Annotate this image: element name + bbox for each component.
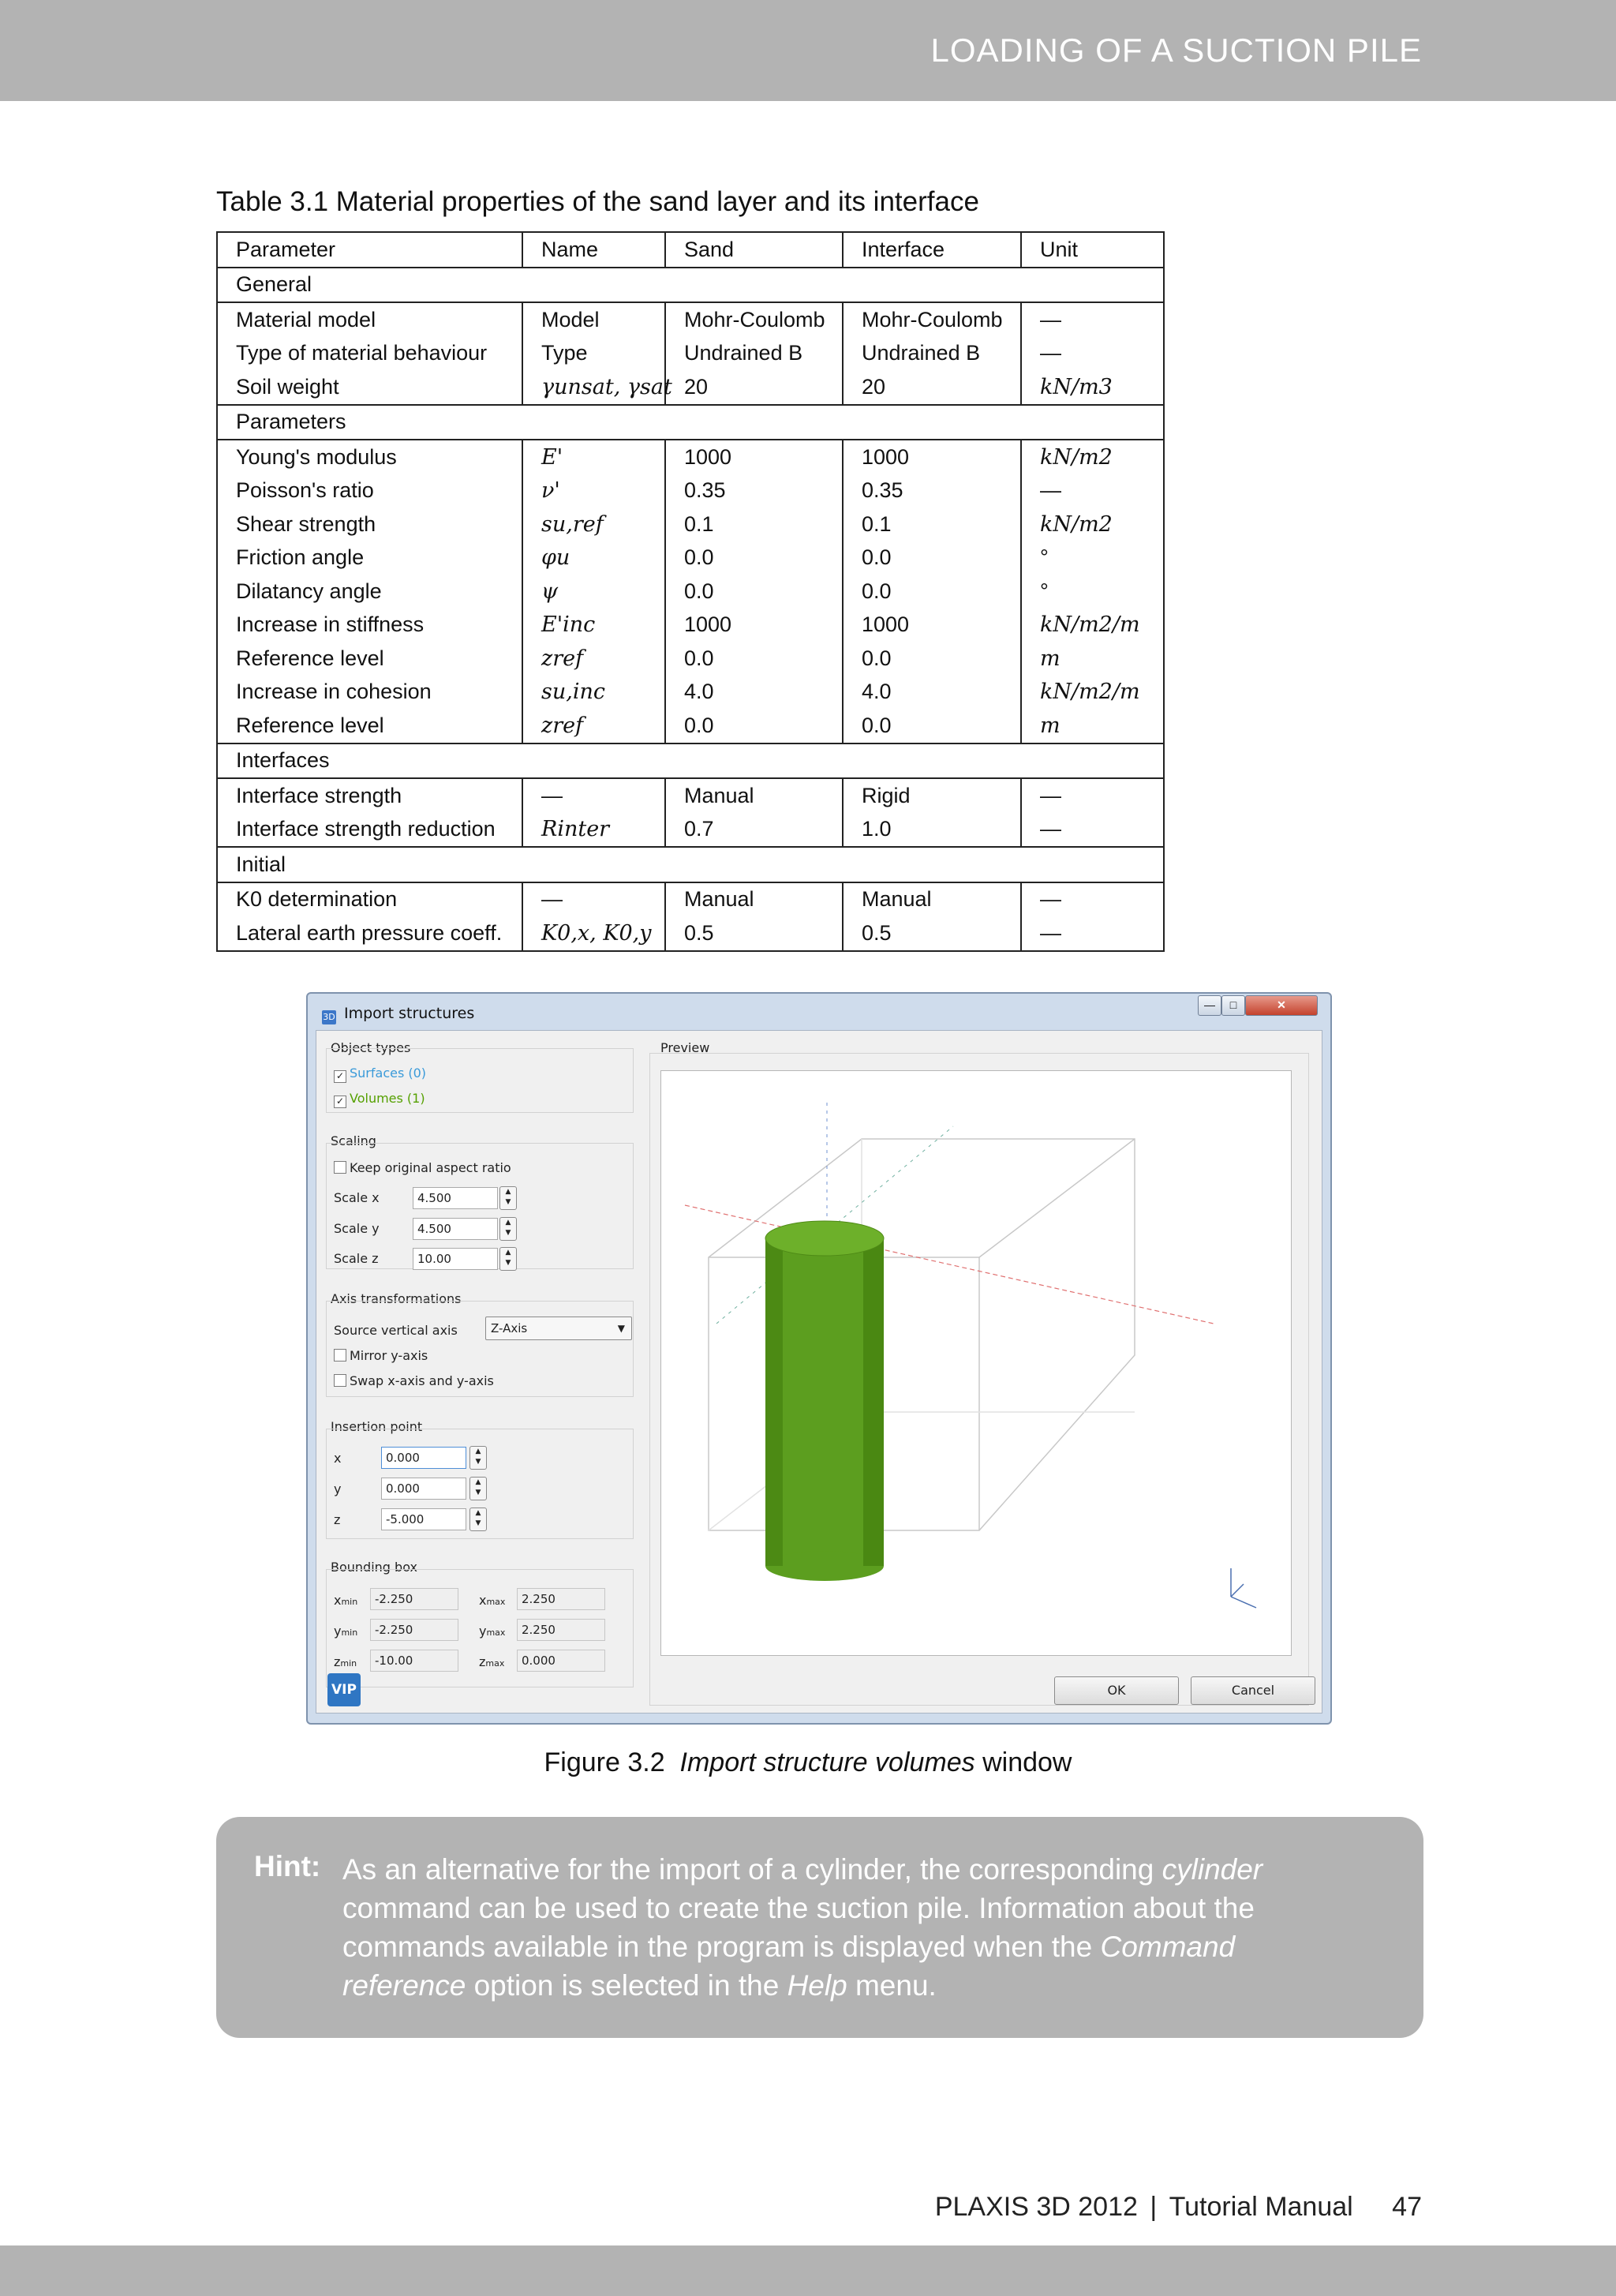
table-cell: Mohr-Coulomb: [843, 302, 1021, 337]
table-cell: 0.5: [665, 916, 843, 951]
3d-preview-drawing: [661, 1071, 1291, 1655]
table-cell: Soil weight: [217, 370, 522, 405]
table-cell: Rigid: [843, 778, 1021, 813]
chapter-title: LOADING OF A SUCTION PILE: [930, 32, 1422, 69]
table-cell: φu: [522, 541, 665, 575]
col-header: Unit: [1021, 232, 1164, 268]
table-cell: Manual: [665, 882, 843, 917]
table-cell: 4.0: [665, 676, 843, 710]
zmax-label: zmax: [479, 1654, 505, 1669]
table-cell: Young's modulus: [217, 440, 522, 474]
maximize-icon[interactable]: □: [1221, 995, 1245, 1016]
figure-caption: Figure 3.2 Import structure volumes window: [544, 1747, 1072, 1777]
page-footer: [930, 2192, 1422, 2223]
scale-y-input[interactable]: 4.500: [413, 1218, 498, 1240]
zmin-label: zmin: [334, 1654, 357, 1669]
dropdown-arrow-icon: ▼: [617, 1323, 625, 1334]
table-cell: zref: [522, 709, 665, 743]
table-cell: 1000: [665, 609, 843, 642]
dialog-body: [316, 1030, 1322, 1714]
scale-x-input[interactable]: 4.500: [413, 1187, 498, 1209]
table-cell: °: [1021, 541, 1164, 575]
table-cell: 0.0: [665, 541, 843, 575]
table-cell: E': [522, 440, 665, 474]
xmin-label: xmin: [334, 1593, 358, 1608]
table-cell: 0.35: [665, 474, 843, 508]
table-cell: Lateral earth pressure coeff.: [217, 916, 522, 951]
table-cell: 0.0: [665, 642, 843, 676]
table-cell: 4.0: [843, 676, 1021, 710]
xmax-value: 2.250: [517, 1588, 605, 1610]
hint-text: As an alternative for the import of a cylinder, the corresponding cylinder command can be used to create the suction pile. Information about the commands available in the program is displayed when the Command reference option is selected in the Help menu.: [342, 1853, 1263, 2002]
table-cell: γunsat, γsat: [522, 370, 665, 405]
ymax-label: ymax: [479, 1624, 506, 1639]
zmax-value: 0.000: [517, 1650, 605, 1672]
footer-product: PLAXIS 3D 2012: [934, 2192, 1138, 2222]
ymin-value: -2.250: [370, 1619, 458, 1641]
table-caption: Table 3.1 Material properties of the sand layer and its interface: [216, 186, 979, 217]
table-cell: Material model: [217, 302, 522, 337]
import-structures-window: [306, 992, 1332, 1725]
page-number: 47: [1392, 2192, 1422, 2222]
checkbox-checked-icon: ✓: [334, 1070, 346, 1083]
checkbox-checked-icon: ✓: [334, 1096, 346, 1108]
scale-y-label: Scale y: [334, 1221, 380, 1236]
app-icon: 3D: [322, 1010, 336, 1024]
xmin-value: -2.250: [370, 1588, 458, 1610]
ok-button[interactable]: OK: [1054, 1676, 1179, 1705]
table-cell: Poisson's ratio: [217, 474, 522, 508]
table-cell: 0.7: [665, 813, 843, 848]
hint-label: Hint:: [254, 1850, 321, 1882]
col-header: Sand: [665, 232, 843, 268]
table-cell: Interface strength reduction: [217, 813, 522, 848]
table-cell: Shear strength: [217, 508, 522, 541]
cancel-button[interactable]: Cancel: [1191, 1676, 1315, 1705]
table-cell: 1000: [843, 609, 1021, 642]
table-cell: —: [1021, 813, 1164, 848]
table-cell: K0 determination: [217, 882, 522, 917]
checkbox-unchecked-icon: [334, 1161, 346, 1174]
insertion-x-stepper[interactable]: ▲ ▼: [469, 1446, 487, 1470]
section-title: Initial: [217, 847, 1164, 882]
table-cell: 0.0: [665, 709, 843, 743]
table-cell: —: [522, 882, 665, 917]
source-vertical-axis-label: Source vertical axis: [334, 1323, 458, 1338]
table-header-row: [217, 232, 1164, 268]
table-cell: zref: [522, 642, 665, 676]
table-cell: Manual: [843, 882, 1021, 917]
table-cell: m: [1021, 642, 1164, 676]
table-cell: —: [1021, 474, 1164, 508]
table-cell: Reference level: [217, 709, 522, 743]
zmin-value: -10.00: [370, 1650, 458, 1672]
object-types-label: Object types: [331, 1040, 411, 1055]
table-cell: Model: [522, 302, 665, 337]
scaling-label: Scaling: [331, 1133, 376, 1148]
checkbox-unchecked-icon: [334, 1349, 346, 1361]
table-cell: Increase in stiffness: [217, 609, 522, 642]
table-cell: E'inc: [522, 609, 665, 642]
table-cell: 0.35: [843, 474, 1021, 508]
col-header: Name: [522, 232, 665, 268]
insertion-y-stepper[interactable]: ▲ ▼: [469, 1477, 487, 1500]
table-cell: 1.0: [843, 813, 1021, 848]
material-properties-table: [216, 231, 1165, 952]
table-cell: Rinter: [522, 813, 665, 848]
insertion-x-input[interactable]: 0.000: [381, 1447, 466, 1469]
table-cell: su,inc: [522, 676, 665, 710]
table-cell: 20: [843, 370, 1021, 405]
scale-x-stepper[interactable]: ▲ ▼: [499, 1186, 517, 1210]
scale-y-stepper[interactable]: ▲ ▼: [499, 1217, 517, 1241]
table-cell: K0,x, K0,y: [522, 916, 665, 951]
table-cell: kN/m2: [1021, 508, 1164, 541]
table-cell: kN/m2/m: [1021, 609, 1164, 642]
table-cell: —: [522, 778, 665, 813]
table-cell: —: [1021, 916, 1164, 951]
close-icon[interactable]: ✕: [1245, 995, 1318, 1016]
table-cell: ν': [522, 474, 665, 508]
page-header-band: [0, 0, 1616, 101]
table-cell: 0.0: [665, 575, 843, 609]
table-cell: —: [1021, 337, 1164, 371]
table-cell: Increase in cohesion: [217, 676, 522, 710]
table-cell: 0.0: [843, 642, 1021, 676]
surfaces-checkbox[interactable]: ✓ Surfaces (0): [334, 1066, 426, 1083]
ymin-label: ymin: [334, 1624, 358, 1639]
table-cell: 0.1: [665, 508, 843, 541]
table-cell: Undrained B: [843, 337, 1021, 371]
checkbox-unchecked-icon: [334, 1374, 346, 1387]
insertion-z-label: z: [334, 1512, 341, 1527]
swap-axes-checkbox[interactable]: Swap x-axis and y-axis: [334, 1373, 494, 1388]
volumes-checkbox[interactable]: ✓ Volumes (1): [334, 1091, 425, 1108]
table-cell: °: [1021, 575, 1164, 609]
table-cell: 0.0: [843, 709, 1021, 743]
section-title: General: [217, 268, 1164, 303]
cylinder-volume: [765, 1221, 884, 1581]
page-footer-band: [0, 2245, 1616, 2296]
hint-box: [216, 1817, 1423, 2038]
table-cell: 0.0: [843, 541, 1021, 575]
table-cell: —: [1021, 778, 1164, 813]
scale-z-stepper[interactable]: ▲ ▼: [499, 1247, 517, 1271]
insertion-y-input[interactable]: 0.000: [381, 1478, 466, 1500]
table-cell: Undrained B: [665, 337, 843, 371]
table-cell: Friction angle: [217, 541, 522, 575]
bounding-box-label: Bounding box: [331, 1560, 417, 1575]
table-cell: 0.0: [843, 575, 1021, 609]
table-cell: kN/m3: [1021, 370, 1164, 405]
table-cell: Dilatancy angle: [217, 575, 522, 609]
insertion-z-input[interactable]: -5.000: [381, 1508, 466, 1530]
table-cell: 0.5: [843, 916, 1021, 951]
footer-separator: |: [1150, 2192, 1158, 2222]
keep-aspect-ratio-checkbox[interactable]: Keep original aspect ratio: [334, 1160, 511, 1175]
table-cell: 1000: [843, 440, 1021, 474]
preview-label: Preview: [660, 1040, 710, 1055]
window-title: 3D Import structures: [322, 1005, 474, 1024]
table-cell: su,ref: [522, 508, 665, 541]
axis-transformations-label: Axis transformations: [331, 1291, 462, 1306]
table-cell: Type: [522, 337, 665, 371]
preview-viewport[interactable]: [660, 1070, 1292, 1656]
scale-x-label: Scale x: [334, 1190, 380, 1205]
table-cell: —: [1021, 882, 1164, 917]
table-cell: Reference level: [217, 642, 522, 676]
table-cell: 0.1: [843, 508, 1021, 541]
table-cell: 1000: [665, 440, 843, 474]
minimize-icon[interactable]: —: [1198, 995, 1221, 1016]
scale-z-input[interactable]: 10.00: [413, 1248, 498, 1270]
insertion-point-label: Insertion point: [331, 1419, 423, 1434]
source-vertical-axis-select[interactable]: Z-Axis ▼: [485, 1317, 632, 1340]
table-cell: Type of material behaviour: [217, 337, 522, 371]
scale-z-label: Scale z: [334, 1251, 379, 1266]
axis-triad-icon: [1231, 1568, 1256, 1608]
table-cell: Manual: [665, 778, 843, 813]
table-cell: Interface strength: [217, 778, 522, 813]
col-header: Parameter: [217, 232, 522, 268]
table-cell: 20: [665, 370, 843, 405]
section-title: Interfaces: [217, 743, 1164, 779]
mirror-y-axis-checkbox[interactable]: Mirror y-axis: [334, 1348, 428, 1363]
table-cell: Mohr-Coulomb: [665, 302, 843, 337]
table-cell: kN/m2: [1021, 440, 1164, 474]
col-header: Interface: [843, 232, 1021, 268]
table-cell: —: [1021, 302, 1164, 337]
insertion-x-label: x: [334, 1451, 342, 1466]
section-title: Parameters: [217, 405, 1164, 440]
xmax-label: xmax: [479, 1593, 506, 1608]
table-cell: m: [1021, 709, 1164, 743]
footer-manual: Tutorial Manual: [1169, 2192, 1353, 2222]
table-cell: ψ: [522, 575, 665, 609]
ymax-value: 2.250: [517, 1619, 605, 1641]
insertion-y-label: y: [334, 1481, 342, 1496]
vip-logo: VIP: [327, 1673, 361, 1706]
table-cell: kN/m2/m: [1021, 676, 1164, 710]
insertion-z-stepper[interactable]: ▲ ▼: [469, 1508, 487, 1531]
